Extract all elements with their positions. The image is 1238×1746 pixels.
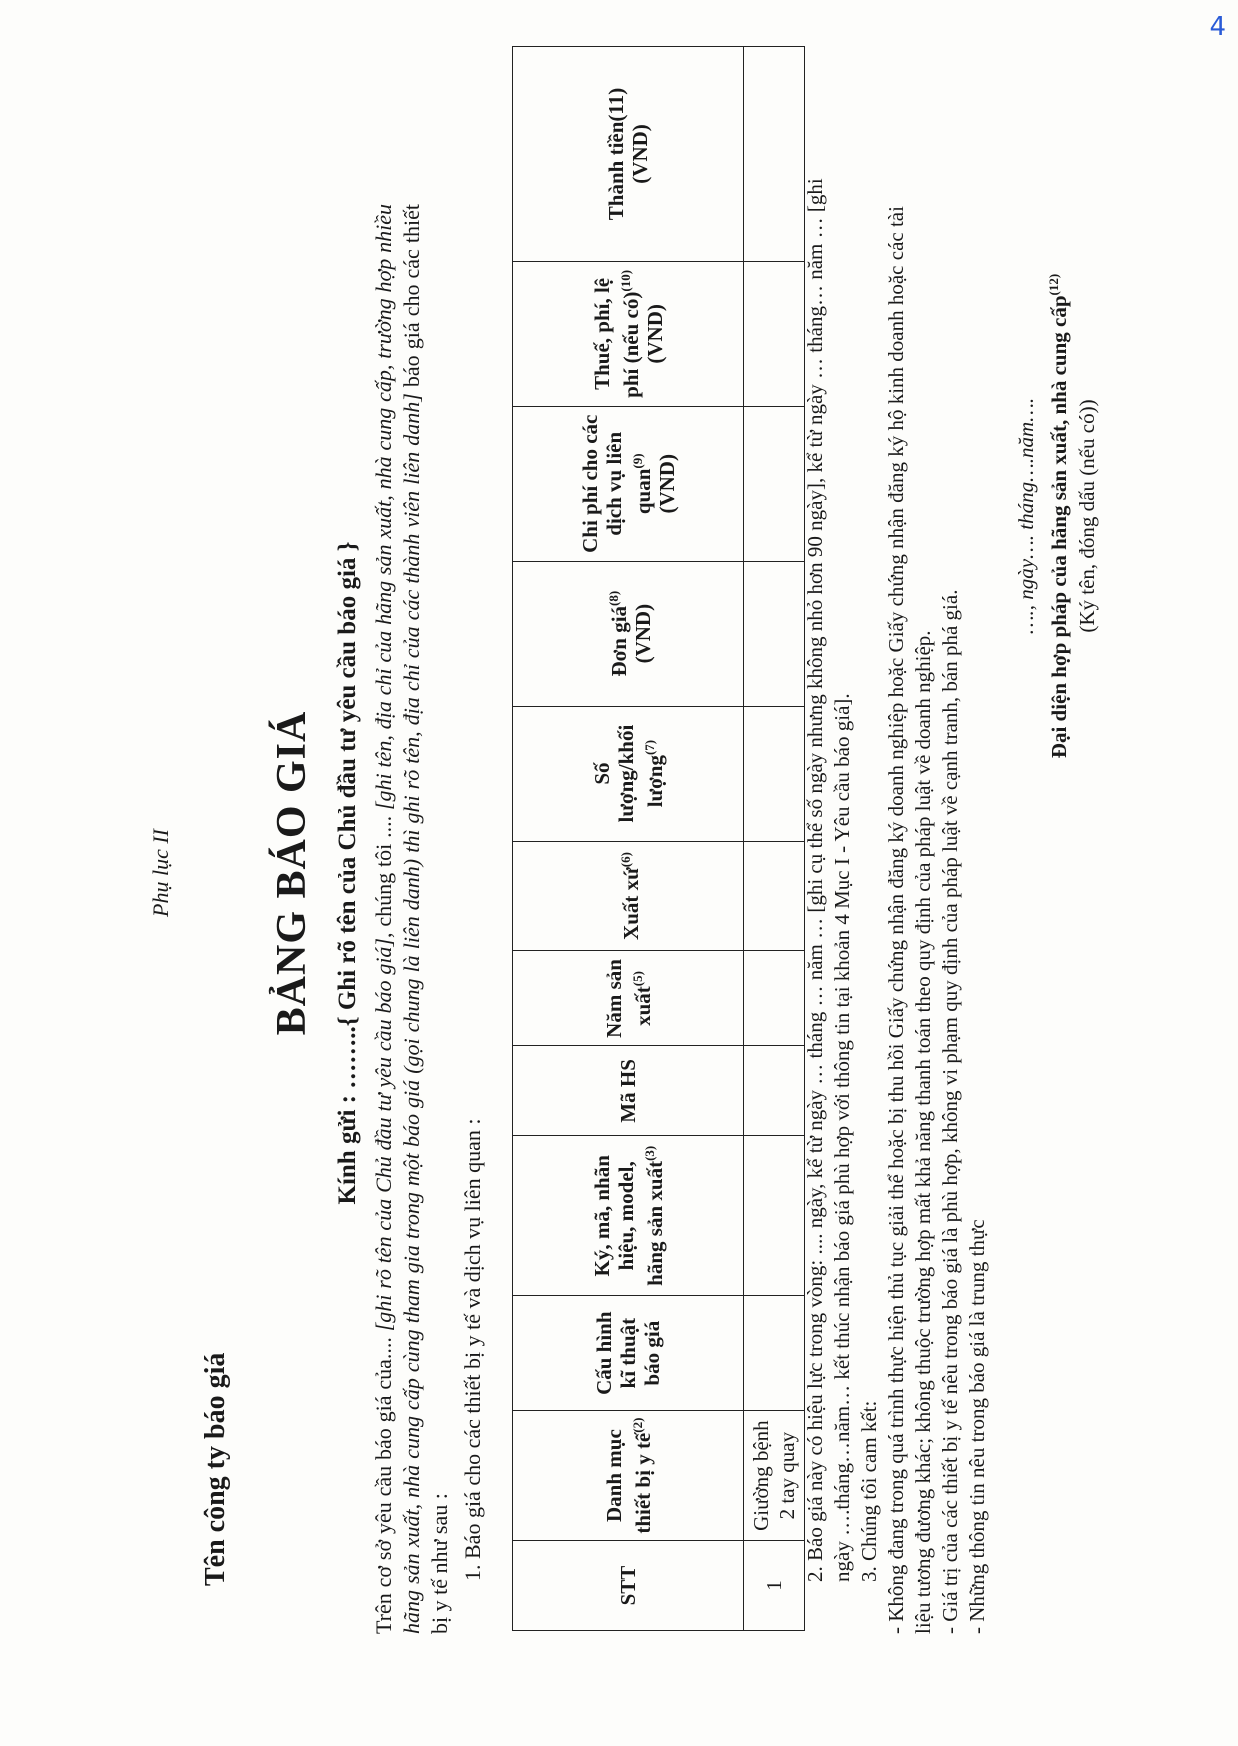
- commitment-item: - Không đang trong quá trình thực hiện thủ tục giải thể hoặc bị thu hồi Giấy chứng nhận đăng ký doanh nghiệp hoặc Giấy chứng nhận đăng ký hộ kinh doanh hoặc các tài liệu tương đương khác; không thuộc trường hợp mất khả năng thanh toán theo quy định của pháp luật về doanh nghiệp.: [884, 206, 935, 1634]
- header-cell: Thành tiền(11) (VND): [513, 47, 744, 262]
- company-name: Tên công ty báo giá: [200, 1352, 231, 1586]
- table-cell: [744, 406, 805, 561]
- intro-paragraph: [370, 204, 454, 1634]
- table-cell: Giường bệnh 2 tay quay: [744, 1411, 805, 1541]
- header-cell: Ký, mã, nhãn hiệu, model, hãng sản xuất$^{(3)}$: [513, 1136, 744, 1296]
- commitment-item: - Giá trị của các thiết bị y tế nêu trong báo giá là phù hợp, không vi phạm quy định của pháp luật về cạnh tranh, bán phá giá.: [938, 589, 962, 1634]
- quote-table: [512, 46, 805, 1631]
- table-cell: [744, 47, 805, 262]
- table-cell: [744, 706, 805, 841]
- commitment-item: - Những thông tin nêu trong báo giá là trung thực: [965, 1219, 989, 1634]
- item-1-heading: 1. Báo giá cho các thiết bị y tế và dịch vụ liên quan :: [460, 1118, 485, 1581]
- signature-date: …., ngày…. tháng….năm….: [1014, 397, 1038, 635]
- header-cell: Danh mục thiết bị y tế$^{(2)}$: [513, 1411, 744, 1541]
- commitment-heading: 3. Chúng tôi cam kết:: [857, 1400, 881, 1582]
- header-cell: Mã HS: [513, 1046, 744, 1136]
- intro-text-4: [ghi tên, địa chỉ của hãng sản xuất, nhà cung cấp, trường hợp nhiều hãng sản xuất, nhà cung cấp cùng tham gia trong một báo giá (gọi chung là liên danh) thì ghi rõ tên, địa chỉ của các thành viên liên danh]: [371, 204, 424, 1634]
- table-cell: [744, 261, 805, 406]
- signature-block: [1012, 166, 1101, 866]
- header-cell: Số lượng/khối lượng$^{(7)}$: [513, 706, 744, 841]
- header-cell: Đơn giá$^{(8)}$ (VND): [513, 561, 744, 706]
- header-cell: Xuất xứ$^{(6)}$: [513, 841, 744, 951]
- signature-role: Đại diện hợp pháp của hãng sản xuất, nhà cung cấp$^{(12)}$: [1046, 273, 1071, 759]
- appendix-label: Phụ lục II: [148, 829, 173, 917]
- signature-note: (Ký tên, đóng dấu (nếu có)): [1075, 399, 1099, 633]
- table-cell: [744, 841, 805, 951]
- table-cell: [744, 561, 805, 706]
- header-cell: Năm sản xuất$^{(5)}$: [513, 951, 744, 1046]
- table-cell: 1: [744, 1541, 805, 1631]
- header-cell: Cấu hình kĩ thuật báo giá: [513, 1296, 744, 1411]
- intro-text-3: , chúng tôi ....: [371, 810, 396, 938]
- table-row: [744, 47, 805, 1631]
- table-cell: [744, 1296, 805, 1411]
- document-title: BẢNG BÁO GIÁ: [269, 710, 315, 1036]
- notes-section: [802, 174, 991, 1634]
- greeting-line: Kính gửi : ……..{ Ghi rõ tên của Chủ đầu tư yêu cầu báo giá }: [334, 541, 361, 1205]
- table-cell: [744, 1136, 805, 1296]
- header-cell: STT: [513, 1541, 744, 1631]
- intro-text-5: báo giá cho các thiết bị y tế như sau :: [399, 204, 452, 1634]
- header-cell: Chi phí cho các dịch vụ liên quan$^{(9)}$ (VND): [513, 406, 744, 561]
- table-header-row: [513, 47, 744, 1631]
- table-cell: [744, 1046, 805, 1136]
- intro-text-2: [ghi rõ tên của Chủ đầu tư yêu cầu báo giá]: [371, 938, 396, 1332]
- header-cell: Thuế, phí, lệ phí (nếu có)$^{(10)}$ (VND): [513, 261, 744, 406]
- intro-text-1: Trên cơ sở yêu cầu báo giá của....: [371, 1331, 396, 1634]
- table-cell: [744, 951, 805, 1046]
- page-number: 4: [1209, 12, 1226, 42]
- validity-note: 2. Báo giá này có hiệu lực trong vòng: .... ngày, kể từ ngày … tháng … năm … [ghi cụ thể số ngày nhưng không nhỏ hơn 90 ngày], kể từ ngày … tháng… năm … [ghi ngày ….tháng…năm… kết thúc nhận báo giá phù hợp với thông tin tại khoản 4 Mục I - Yêu cầu báo giá].: [803, 178, 854, 1582]
